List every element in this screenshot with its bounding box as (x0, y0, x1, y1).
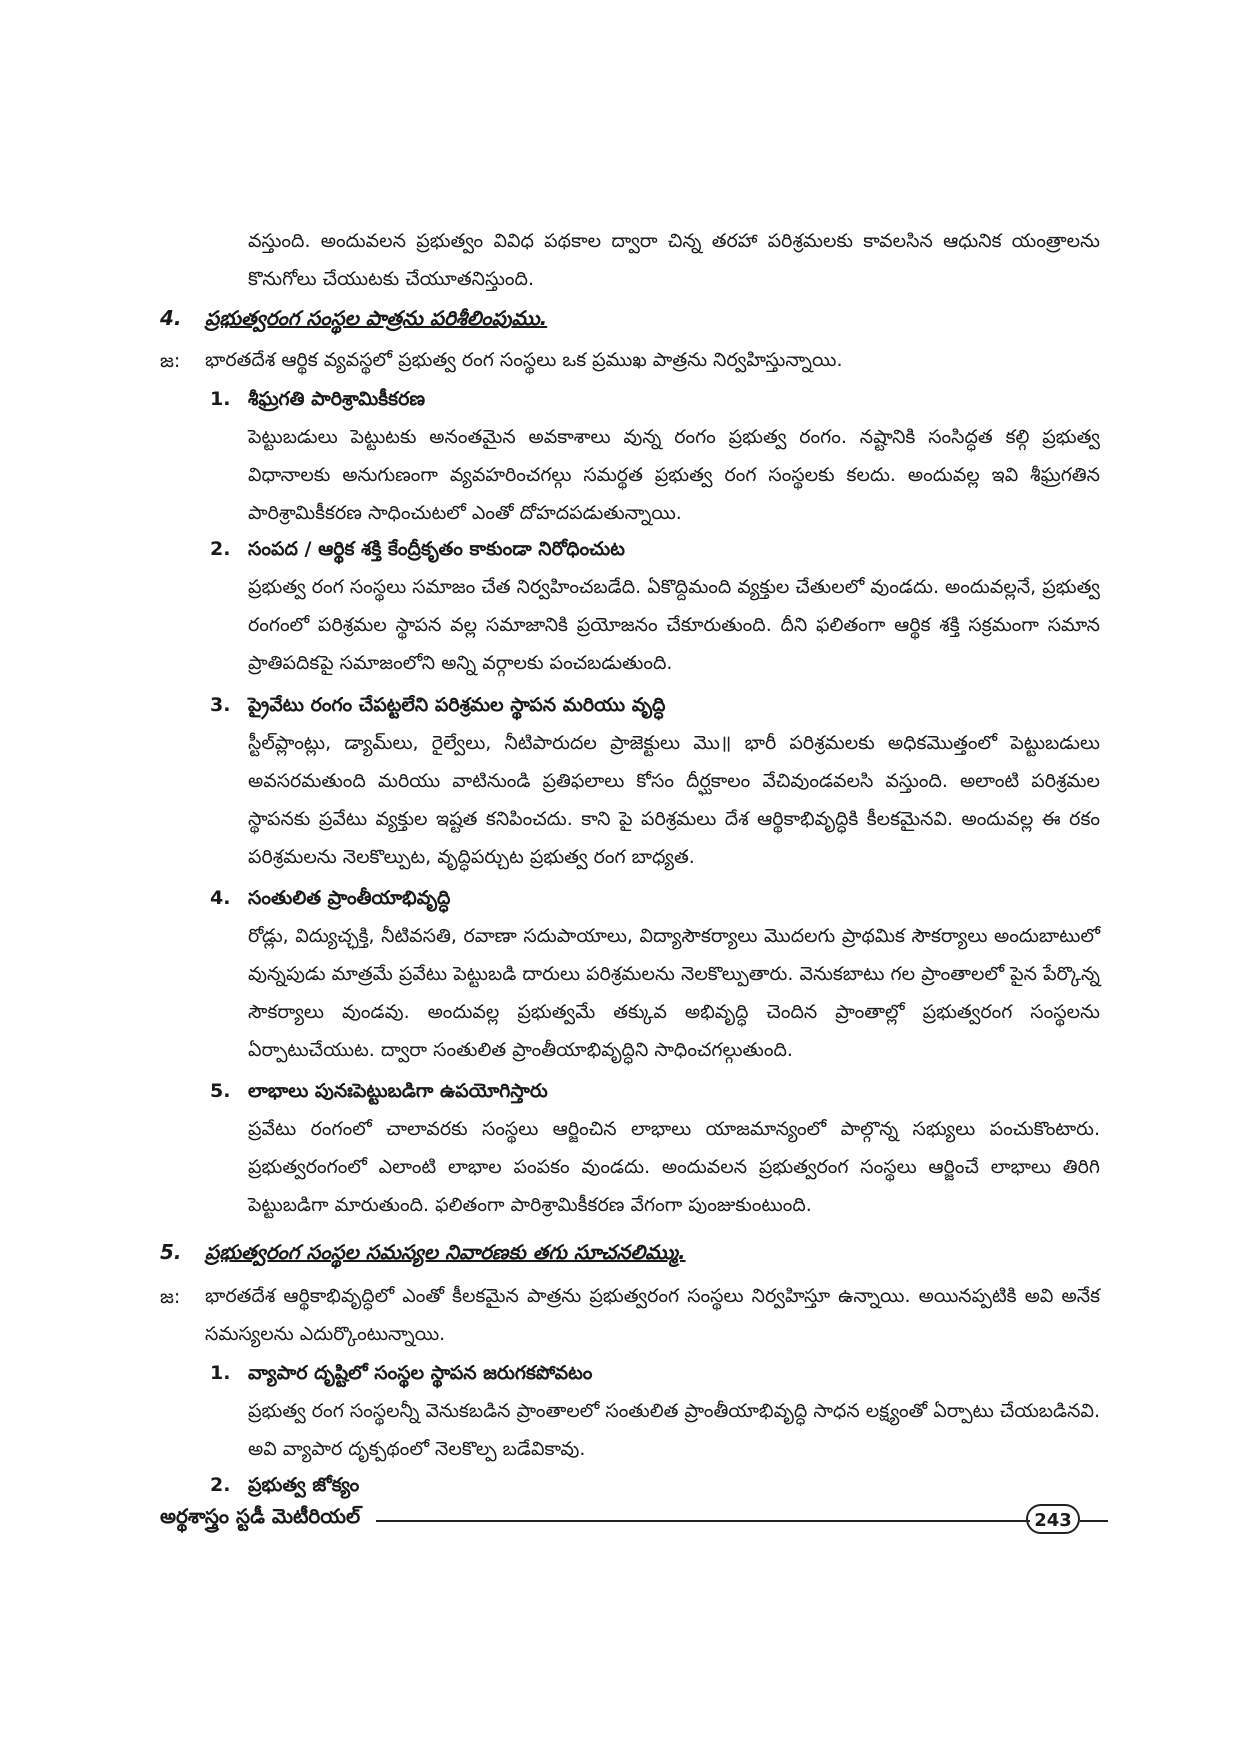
q4-point-3-number: 3. (210, 694, 231, 716)
q5-point-1-body: ప్రభుత్వ రంగ సంస్థలన్నీ వెనుకబడిన ప్రాంతాలలో సంతులిత ప్రాంతీయాభివృద్ధి సాధన లక్ష్యంతో ఏర్పాటు చేయబడినవి. అవి వ్యాపార దృక్పథంలో నెలకొల్ప బడేవికావు. (248, 1400, 1100, 1460)
q4-point-4-body: రోడ్లు, విద్యుచ్ఛక్తి, నీటివసతి, రవాణా సదుపాయాలు, విద్యాసౌకర్యాలు మొదలగు ప్రాథమిక సౌకర్యాలు అందుబాటులో వున్నపుడు మాత్రమే ప్రవేటు పెట్టుబడి దారులు పరిశ్రమలను నెలకొల్పుతారు. వెనుకబాటు గల ప్రాంతాలలో పైన పేర్కొన్న సౌకర్యాలు వుండవు. అందువల్ల ప్రభుత్వమే తక్కువ అభివృద్ధి చెందిన ప్రాంతాల్లో ప్రభుత్వరంగ సంస్థలను ఏర్పాటుచేయుట. ద్వారా సంతులిత ప్రాంతీయాభివృద్ధిని సాధించగల్గుతుంది. (248, 925, 1100, 1061)
answer-4-text: భారతదేశ ఆర్థిక వ్యవస్థలో ప్రభుత్వ రంగ సంస్థలు ఒక ప్రముఖ పాత్రను నిర్వహిస్తున్నాయి. (205, 349, 843, 371)
q4-point-2-body: ప్రభుత్వ రంగ సంస్థలు సమాజం చేత నిర్వహించబడేది. ఏకొద్దిమంది వ్యక్తుల చేతులలో వుండదు. అందువల్లనే, ప్రభుత్వ రంగంలో పరిశ్రమల స్థాపన వల్ల సమాజానికి ప్రయోజనం చేకూరుతుంది. దీని ఫలితంగా ఆర్థిక శక్తి సక్రమంగా సమాన ప్రాతిపదికపై సమాజంలోని అన్ని వర్గాలకు పంచబడుతుంది. (248, 576, 1100, 674)
question-5-number: 5. (160, 1240, 182, 1264)
footer-title: అర్థశాస్త్రం స్టడీ మెటీరియల్ (160, 1504, 361, 1528)
q4-point-4-heading: సంతులిత ప్రాంతీయాభివృద్ధి (248, 887, 451, 909)
answer-5-label: జ: (160, 1286, 181, 1308)
page-number: 243 (1026, 1504, 1080, 1534)
footer-rule (376, 1520, 1030, 1522)
q4-point-1-number: 1. (210, 388, 231, 410)
q4-point-5-body: ప్రవేటు రంగంలో చాలావరకు సంస్థలు ఆర్జించిన లాభాలు యాజమాన్యంలో పాల్గొన్న సభ్యులు పంచుకొంటారు. ప్రభుత్వరంగంలో ఎలాంటి లాభాల పంపకం వుండదు. అందువలన ప్రభుత్వరంగ సంస్థలు ఆర్జించే లాభాలు తిరిగి పెట్టుబడిగా మారుతుంది. ఫలితంగా పారిశ్రామికీకరణ వేగంగా పుంజుకుంటుంది. (248, 1118, 1100, 1216)
q5-point-1-heading: వ్యాపార దృష్టిలో సంస్థల స్థాపన జరుగకపోవటం (248, 1362, 593, 1384)
q4-point-5-number: 5. (210, 1080, 231, 1102)
q4-point-2-heading: సంపద / ఆర్థిక శక్తి కేంద్రీకృతం కాకుండా నిరోధించుట (248, 538, 625, 560)
q5-point-2-number: 2. (210, 1474, 231, 1496)
q5-point-2-heading: ప్రభుత్వ జోక్యం (248, 1474, 360, 1496)
q4-point-3-heading: ప్రైవేటు రంగం చేపట్టలేని పరిశ్రమల స్థాపన మరియు వృద్ధి (248, 694, 666, 716)
q4-point-1-body: పెట్టుబడులు పెట్టుటకు అనంతమైన అవకాశాలు వున్న రంగం ప్రభుత్వ రంగం. నష్టానికి సంసిద్ధత కల్గి ప్రభుత్వ విధానాలకు అనుగుణంగా వ్యవహరించగల్గు సమర్థత ప్రభుత్వ రంగ సంస్థలకు కలదు. అందువల్ల ఇవి శీఘ్రగతిన పారిశ్రామికీకరణ సాధించుటలో ఎంతో దోహదపడుతున్నాయి. (248, 426, 1100, 524)
q4-point-2-number: 2. (210, 538, 231, 560)
footer-rule-right (1080, 1520, 1108, 1522)
question-4-text: ప్రభుత్వరంగ సంస్థల పాత్రను పరిశీలింపుము. (205, 306, 548, 330)
q4-point-4-number: 4. (210, 887, 231, 909)
answer-4-label: జ: (160, 350, 181, 372)
intro-paragraph: వస్తుంది. అందువలన ప్రభుత్వం వివిధ పథకాల ద్వారా చిన్న తరహా పరిశ్రమలకు కావలసిన ఆధునిక యంత్రాలను కొనుగోలు చేయుటకు చేయూతనిస్తుంది. (248, 230, 1100, 290)
q5-point-1-number: 1. (210, 1362, 231, 1384)
answer-5-text: భారతదేశ ఆర్థికాభివృద్ధిలో ఎంతో కీలకమైన పాత్రను ప్రభుత్వరంగ సంస్థలు నిర్వహిస్తూ ఉన్నాయి. అయినప్పటికి అవి అనేక సమస్యలను ఎదుర్కొంటున్నాయి. (205, 1285, 1100, 1345)
question-4-number: 4. (160, 306, 182, 330)
q4-point-5-heading: లాభాలు పునఃపెట్టుబడిగా ఉపయోగిస్తారు (248, 1080, 548, 1102)
q4-point-1-heading: శీఘ్రగతి పారిశ్రామికీకరణ (248, 388, 426, 410)
question-5-text: ప్రభుత్వరంగ సంస్థల సమస్యల నివారణకు తగు సూచనలిమ్ము. (205, 1240, 686, 1264)
q4-point-3-body: స్టీల్‌ప్లాంట్లు, డ్యామ్‌లు, రైల్వేలు, నీటిపారుదల ప్రాజెక్టులు మొ॥ భారీ పరిశ్రమలకు అధికమొత్తంలో పెట్టుబడులు అవసరమతుంది మరియు వాటినుండి ప్రతిఫలాలు కోసం దీర్ఘకాలం వేచివుండవలసి వస్తుంది. అలాంటి పరిశ్రమల స్థాపనకు ప్రవేటు వ్యక్తుల ఇష్టత కనిపించదు. కాని పై పరిశ్రమలు దేశ ఆర్థికాభివృద్ధికి కీలకమైనవి. అందువల్ల ఈ రకం పరిశ్రమలను నెలకొల్పుట, వృద్ధిపర్చుట ప్రభుత్వ రంగ బాధ్యత. (248, 732, 1100, 868)
